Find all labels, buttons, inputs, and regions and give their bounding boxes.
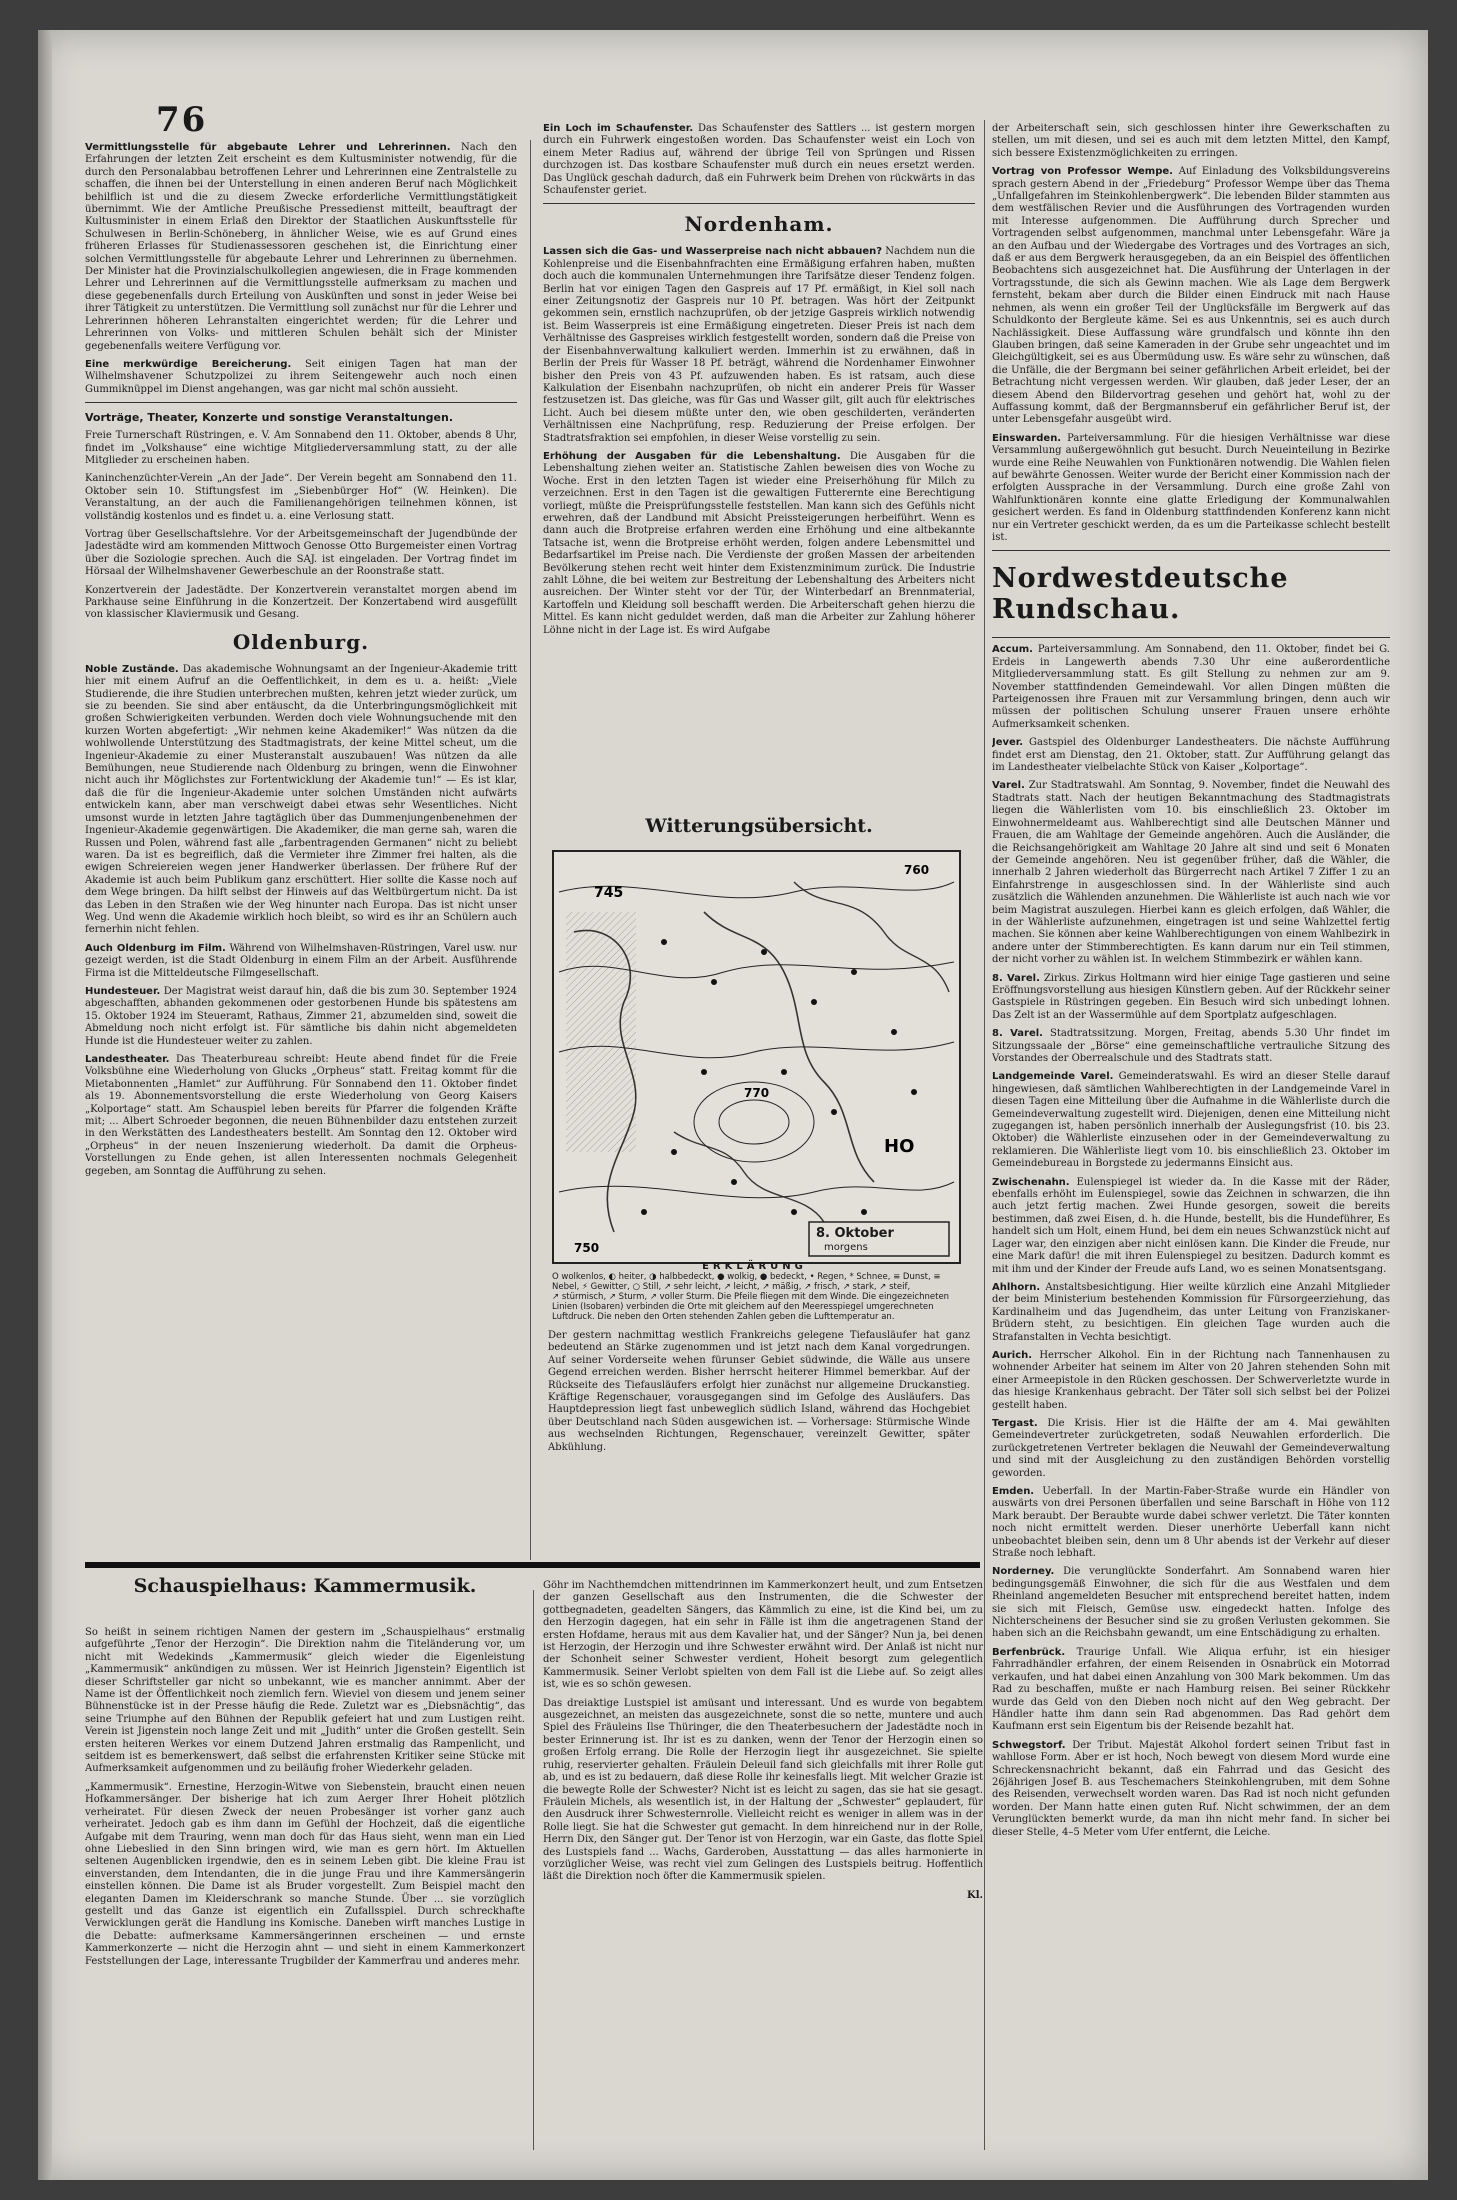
article	[543, 451, 975, 637]
article	[992, 737, 1390, 774]
article	[992, 644, 1390, 731]
article-text: Gemeinderatswahl. Es wird an dieser Stelle darauf hingewiesen, daß sämtlichen Wahlberechtigten in der Landgemeinde Varel in diesen Tagen eine Mitteilung über die Aufnahme in die Wählerliste durch die Gemeindeverwaltung zugestellt wird. Diejenigen, denen eine Mitteilung nicht zugegangen ist, haben persönlich innerhalb der Auslegungsfrist (10. bis 23. Oktober) die Wählerliste einzusehen oder in der Gemeindeverwaltung zu reklamieren. Die Wählerliste liegt vom 10. bis einschließlich 23. Oktober im Gemeindebureau in Borgstede zu jedermanns Einsicht aus.	[992, 1071, 1390, 1170]
article	[543, 123, 975, 197]
legend-title: ERKLÄRUNG	[702, 1261, 807, 1272]
divider	[992, 550, 1390, 551]
article-text: Das Schaufenster des Sattlers ... ist gestern morgen durch ein Fuhrwerk eingestoßen worden. Das Schaufenster weist ein Loch von einem Meter Radius auf, während der übrige Teil von Sprüngen und Rissen durchzogen ist. Das kostbare Schaufenster muß durch ein neues ersetzt werden. Das Unglück geschah dadurch, daß ein Fuhrwerk beim Drehen von rückwärts in das Schaufenster geriet.	[543, 123, 975, 197]
article-lead: Landgemeinde Varel.	[992, 1071, 1114, 1083]
article: Der gestern nachmittag westlich Frankreichs gelegene Tiefausläufer hat ganz bedeutend an Stärke zugenommen und ist jetzt nach dem Kanal vorgedrungen. Auf seiner Vorderseite wehen fürunser Gebiet südwinde, die Wälle aus unsere Gegend erreichen werden. Bisher herrscht heiterer Himmel bemerkbar. Auf der Rückseite des Tiefausläufers erfolgt hier zunächst nur allgemeine Druckanstieg. Kräftige Regenschauer, vorausgegangen sind im Gefolge des Ausläufers. Das Hauptdepression liegt fast unbeweglich südlich Island, während das Hochgebiet über Deutschland nach Süden ausgewichen ist. — Vorhersage: Stürmische Winde aus wechselnden Richtungen, Regenschauer, vereinzelt Gewitter, später Abkühlung.	[548, 1330, 970, 1453]
section-title-oldenburg: Oldenburg.	[232, 629, 370, 654]
article-text: Herrscher Alkohol. Ein in der Richtung nach Tannenhausen zu wohnender Arbeiter hat seinem im Alter von 20 Jahren stehenden Sohn mit einer Armeepistole in den Rücken geschossen. Der Schwerverletzte wurde in das hiesige Krankenhaus gebracht. Der Täter soll sich selbst bei der Polizei gestellt haben.	[992, 1349, 1390, 1411]
pressure-label: 760	[904, 863, 930, 877]
review-column-1	[85, 1605, 525, 2165]
article-text: Die Ausgaben für die Lebenshaltung ziehen weiter an. Statistische Zahlen beweisen dies von Woche zu Woche. Erst in den letzten Tagen ist wieder eine Preiserhöhung für Milch zu verzeichnen. Erst in den Tagen ist die gewaltigen Futterernte eine Berechtigung vorliegt, müßte die Preisprüfungsstelle feststellen. Man kann sich des Gefühls nicht erwehren, daß der Landbund mit Absicht Preissteigerungen herbeiführt. Wenn es dann auch die Brotpreise erfahren werden eine Erhöhung und eine altbekannte Tatsache ist, wenn die Brotpreise erhöht werden, folgen andere Lebensmittel und Bedarfsartikel im Preise nach. Die Verdienste der großen Massen der arbeitenden Bevölkerung stehen recht weit hinter dem Existenzminimum zurück. Die Industrie zahlt Löhne, die bei weitem zur Bestreitung der Lebenshaltung des Arbeiters nicht ausreichen. Der Winter steht vor der Tür, der Winterbedarf an Brennmaterial, Kartoffeln und Kleidung soll beschafft werden. Die Arbeiterschaft gehen hierzu die Mittel. Es kann nicht geduldet werden, daß man die Arbeiter zur Zahlung höherer Löhne nicht in der Lage ist. Es wird Aufgabe	[543, 450, 975, 636]
article	[992, 780, 1390, 966]
article	[992, 1740, 1390, 1839]
article-lead: Norderney.	[992, 1566, 1055, 1578]
author-signature: Kl.	[967, 1889, 983, 1901]
article-lead: 8. Varel.	[992, 1028, 1043, 1040]
article	[992, 166, 1390, 427]
article	[992, 1418, 1390, 1480]
article-lead: Vermittlungsstelle für abgebaute Lehrer und Lehrerinnen.	[85, 142, 451, 153]
section-title-nordwestdeutsche-rundschau: Nordwestdeutsche Rundschau.	[992, 563, 1289, 626]
article-lead: Vortrag von Professor Wempe.	[992, 166, 1173, 178]
article	[85, 664, 517, 937]
article-text: Gastspiel des Oldenburger Landestheaters. Die nächste Aufführung findet erst am Dienstag, den 21. Oktober, statt. Zur Aufführung gelangt das im Landestheater vielbelachte Stück von Kaiser „Kolportage“.	[992, 737, 1390, 774]
article-text: Der Tribut. Majestät Alkohol fordert seinen Tribut fast in wahllose Form. Aber er ist hoch, Noch bewegt von diesem Mord wurde eine Schreckensnachricht bekannt, daß ein Fahrrad und das Gesicht des 26jährigen Josef B. aus Teschemachers Steinkohlengruben, mit dem Sohne des Reisenden, verwechselt worden waren. Das Rad ist noch nicht gefunden worden. Der Mann hatte einen guten Ruf. Nicht schwimmen, der an dem Verunglückten bemerkt wurde, da man ihn nicht mehr fand. In sicher bei dieser Stelle, 4–5 Meter vom Ufer entfernt, die Leiche.	[992, 1739, 1390, 1838]
article	[85, 943, 517, 980]
map-time: morgens	[824, 1242, 868, 1253]
pressure-label: 750	[574, 1241, 600, 1255]
article-lead: Varel.	[992, 780, 1025, 792]
article-text: Stadtratssitzung. Morgen, Freitag, abends 5.30 Uhr findet im Sitzungssaale der „Börse“ eine gemeinschaftliche vertrauliche Sitzung des Vorstandes der Oberrealschule und des Stadtrats statt.	[992, 1028, 1390, 1064]
article-lead: Accum.	[992, 644, 1033, 656]
article-lead: 8. Varel.	[992, 972, 1040, 984]
article: Göhr im Nachthemdchen mittendrinnen im Kammerkonzert heult, und zum Entsetzen der ganzen Gesellschaft aus den Instrumenten, die die Schwester der gottbegnadeten, geadelten Sängers, das Kämmlich zu eine, ist die Kind bei, um zu den Herzogin dagegen, hat ein sehr in Fälle ist ihm die angetragenen Stand der ersten Hofdame, heraus mit aus dem Kavalier hat, und der Sänger? Nun ja, bei denen ist Herzogin, der Herzogin und ihre Schwester erwähnt wird. Der Anlaß ist nicht nur der Schonheit seiner Schwester verdient, Hoheit besorgt zum gelegentlich Kammermusik. Seiner Verlobt spielten von dem Fall ist die Liebe auf. So zeigt alles ist, wie es so schön gewesen.	[543, 1580, 983, 1691]
article-text: Auf Einladung des Volksbildungsvereins sprach gestern Abend in der „Friedeburg“ Professor Wempe über das Thema „Unfallgefahren im Steinkohlenbergwerk“. Die lebenden Bilder stammten aus dem westfälischen Revier und die Ausführungen des Vortragenden wurden mit Interesse aufgenommen. Die Aufführung durch Sprecher und Vortragenden selbst aufgenommen, manchmal unter Lebensgefahr. Wäre ja an den Aufbau und der Wiedergabe des Vortrages und des Vortrages an sich, daß er aus dem Bergwerk herausgegeben, da an ein Beispiel des öffentlichen Beobachtens sich ausgezeichnet hat. Die Ausführung der Unterlagen in der Vortragsstunde, die sich als Gewinn machen. Wie als Lage dem Bergwerk fernsteht, bekam aber durch die Bilder einen Eindruck mit nach Hause nehmen, als wenn ein großer Teil der Unglücksfälle im Bergwerk auf das Schuldkonto der Bergleute käme. Sei es aus Unkenntnis, sei es auch durch Nachlässigkeit. Diese Auffassung wäre grundfalsch und könnte ihn den Glauben bringen, daß seine Kameraden in der Grube sehr ungeachtet und im Gleichgültigkeit, sei es aus Übermüdung usw. Es wäre sehr zu wünschen, daß die Unfälle, die der Bergmann bei seiner gefährlichen Arbeit erleidet, bei der Betrachtung nicht vergessen werden. Wir glauben, daß jeder Leser, der an diesem Abend den Bildervortrag gesehen und gehört hat, wohl zu der Auffassung kommt, daß der Bergmannsberuf ein gefährlicher Beruf ist, der unter Lebensgefahr ausgeübt wird.	[992, 166, 1390, 426]
column-rule	[984, 120, 985, 2150]
article-lead: Lassen sich die Gas- und Wasserpreise nach nicht abbauen?	[543, 246, 883, 258]
article-lead: Eine merkwürdige Bereicherung.	[85, 358, 292, 370]
article-text: Parteiversammlung. Für die hiesigen Verhältnisse war diese Versammlung außergewöhnlich gut besucht. Durch Neueinteilung in Bezirke wurde eine Reihe Neuwahlen von Funktionären notwendig. Die Wahlen fielen auf bewährte Genossen. Weiter wurde der Bericht einer Kommission nach der erfolgten Aussprache in der Versammlung. Durch eine große Zahl von Wahlfunktionären konnte eine glatte Erledigung der Kommunalwahlen gesichert werden. Es fand in Oldenburg stattfindenden Konferenz kann nicht nur ein Vertreter geschickt werden, da es um die Parteikasse schlecht bestellt ist.	[992, 432, 1390, 543]
article-text: Zur Stadtratswahl. Am Sonntag, 9. November, findet die Neuwahl des Stadtrats statt. Nach der heutigen Bekanntmachung des Stadtmagistrats liegen die Wählerlisten vom 10. bis einschließlich 23. Oktober im Einwohnermeldeamt aus. Wahlberechtigt sind alle Deutschen Männer und Frauen, die am Wahltage der Gemeinde angehören. Auch die Ausländer, die die Reichsangehörigkeit am Wahltage 20 Jahre alt sind und seit 6 Monaten der Gemeinde angehören. Neu ist gegenüber früher, daß die Wähler, die innerhalb 2 Jahren wiederholt das Bürgerrecht nach Artikel 7 Ziffer 1 zu an Einfahrstrenge in ausgeschlossen sind. In der Wählerliste sind auch zusätzlich die Wählenden anzunehmen. Die Wählerliste ist auch nach wie vor beim Magistrat auszulegen. Hierbei kann es gleich erfolgen, daß Wähler, die in der Wählerliste aufzunehmen, eingetragen ist und seine Wahlzettel fertig machen. Sie können aber keine Wahlberechtigungen von einem Wahlbezirk in andere unter der Stimmberechtigten. Es kann darum nur ein Teil stimmen, der nicht vorher zu wählen ist. In welchem Stimmbezirk er wählen kann.	[992, 780, 1390, 966]
article-text: Anstaltsbesichtigung. Hier weilte kürzlich eine Anzahl Mitglieder der beim Ministerium bestehenden Kommission für Fürsorgeerziehung, das Kardinalheim und das Jugendheim, das unter Leitung von Franziskaner-Brüdern steht, zu besichtigen. Ein gleichen Tage wurden auch die Strafanstalten in Vechta besichtigt.	[992, 1281, 1390, 1343]
article-lead: Tergast.	[992, 1417, 1038, 1429]
article	[992, 1486, 1390, 1560]
hatched-area	[566, 912, 636, 1152]
column-2	[543, 123, 975, 793]
pressure-label: HO	[884, 1136, 915, 1157]
column-1	[85, 142, 517, 1537]
article: So heißt in seinem richtigen Namen der gestern im „Schauspielhaus“ erstmalig aufgeführte „Tenor der Herzogin“. Die Direktion nahm die Titeländerung vor, um nicht mit Wedekinds „Kammermusik“ gleich wieder die Eigenleistung „Kammermusik“ ankündigen zu müssen. Wer ist Heinrich Jigenstein? Eigentlich ist dieser Schriftsteller gar nicht so unbekannt, wie es mancher annimmt. Aber der Name ist der Öffentlichkeit noch ziemlich fern. Wieviel von diesem und jenem seiner Bühnenstücke ist in der Presse häufig die Rede. Zuletzt war es „Diebsnächtig“, das seine Triumphe auf den Bühnen der Republik gefeiert hat und zum Lustigen reiht. Verein ist Jigenstein noch lange Zeit und mit „Judith“ unter die Großen gestellt. Sein ersten heiteren Werkes vor einem Dutzend Jahren erstmalig das Rampenlicht, und seitdem ist es bemerkenswert, daß selbst die erfahrensten Kritiker seine Stücke mit Aufmerksamkeit aufgenommen und zu beiläufig froher Wiederkehr geladen.	[85, 1627, 525, 1775]
article-text: Die verunglückte Sonderfahrt. Am Sonnabend waren hier bedingungsgemäß Einwohner, die sich für die aus Westfalen und dem Rheinland angemeldeten Besucher mit entsprechend bereitet hatten, indem sie sich mit Fleisch, Gemüse usw. eingedeckt hatten. Infolge des Nichterscheinens der Besucher sind sie zu großen Verlusten gekommen. Sie haben sich an die Reichsbahn gewandt, um eine Entschädigung zu erhalten.	[992, 1566, 1390, 1640]
article-lead: Emden.	[992, 1486, 1035, 1497]
article	[85, 142, 517, 353]
article-lead: Ahlhorn.	[992, 1281, 1041, 1293]
article	[992, 1177, 1390, 1276]
weather-map-graphic	[554, 852, 959, 1262]
article-text: Der Magistrat weist darauf hin, daß die bis zum 30. September 1924 abgeschafften, abhanden gekommenen oder gestorbenen Hunde bis spätestens am 15. Oktober 1924 im Steueramt, Rathaus, Zimmer 21, abzumelden sind, soweit die Abmeldung noch nicht erfolgt ist. Für sämtliche bis dahin nicht abgemeldeten Hunde ist die Hundesteuer weiter zu zahlen.	[85, 985, 517, 1047]
article-text: Traurige Unfall. Wie Aliqua erfuhr, ist ein hiesiger Fahrradhändler erfahren, der einem Reisenden in Osnabrück ein Motorrad verkaufen, und hat dabei einen Anzahlung von 300 Mark bekommen. Um das Rad zu beschaffen, mußte er nach Hamburg reisen. Bei seiner Rückkehr wurde das Geld von den Dieben noch nicht auf den Weg gebracht. Der Händler hatte ihm dann sein Rad abgenommen. Das Rad gehört dem Kaufmann erst sein Eigentum bis der Reisende bezahlt hat.	[992, 1646, 1390, 1733]
article	[992, 1350, 1390, 1412]
divider	[992, 637, 1390, 638]
article: Kaninchenzüchter-Verein „An der Jade“. Der Verein begeht am Sonnabend den 11. Oktober sein 10. Stiftungsfest im „Siebenbürger Hof“ (W. Heinken). Die Veranstaltung, an der auch die Familienangehörigen teilnehmen können, ist vollständig kostenlos und es findet u. a. eine Verlosung statt.	[85, 473, 517, 522]
weather-map	[552, 850, 961, 1264]
weather-title: Witterungsübersicht.	[645, 815, 873, 837]
weather-report	[548, 1330, 970, 1580]
legend-note: ↗ stürmisch, ↗ Sturm, ↗ voller Sturm. Die Pfeile fliegen mit dem Winde. Die eingezeichneten Linien (Isobaren) verbinden die Orte mit gleichem auf den Meeresspiegel umgerechneten Luftdruck. Die neben den Orten stehenden Zahlen geben die Lufttemperatur an.	[552, 1292, 950, 1322]
article: der Arbeiterschaft sein, sich geschlossen hinter ihre Gewerkschaften zu stellen, um mit diesen, und sei es auch mit dem letzten Mittel, den Kampf, sich bessere Existenzmöglichkeiten zu erringen.	[992, 123, 1390, 159]
article	[85, 359, 517, 396]
article-text: Das akademische Wohnungsamt an der Ingenieur-Akademie tritt hier mit einem Aufruf an die Oeffentlichkeit, in dem es u. a. heißt: „Viele Studierende, die ihre Studien unterbrechen mußten, kehren jetzt wieder zurück, um sie zu beenden. Sie sind aber entäuscht, da die Unterbringungsmöglichkeit mit großen Schwierigkeiten verbunden. Werden doch viele Wohnungsuchende mit den kurzen Worten abgefertigt: „Wir nehmen keine Akademiker!“ Was nützen da die wohlwollende Unterstützung des Stadtmagistrats, der keine Mittel scheut, um die Ingenieur-Akademie zu einer Musteranstalt auszubauen! Was nützen da alle Bemühungen, neue Studierende nach Oldenburg zu bringen, wenn die Einwohner nicht auch ihr Möglichstes zur Fortentwicklung der Akademie tun!“ — Es ist klar, daß die für die Ingenieur-Akademie unter solchen Umständen nicht aufwärts entwickeln kann, aber man verschweigt dabei etwas sehr Wesentliches. Nicht umsonst wurde in letzten Jahre tagtäglich über das Dummenjungenbenehmen der Ingenieur-Akademie gegenwärtigen. Die Akademiker, die man gerne sah, waren die Russen und Polen, während fast alle „farbentragenden Germanen“ nicht zu beliebt waren. Da ist es begreiflich, daß die Vermieter ihre Zimmer frei halten, als die ewigen Schreiereien wegen jener Handwerker überlassen. Der frühere Ruf der Akademie ist auch beim Publikum ganz erschüttert. Hier sollte die Kasse noch auf dem Wege bringen. Da hilft selbst der Hinweis auf das Weltbürgertum nicht. Da ist das Leben in den Straßen wie der Weg hinunter nach Europa. Das ist nicht unser Weg. Und wenn die Akademie wirklich hoch bleibt, so wird es ihr an Schülern auch fernerhin nicht fehlen.	[85, 663, 517, 936]
article	[992, 1028, 1390, 1065]
article-text: Nach den Erfahrungen der letzten Zeit erscheint es dem Kultusminister notwendig, für die durch den Personalabbau betroffenen Lehrer und Lehrerinnen eine Zentralstelle zu schaffen, die ihnen bei der Unterstellung in einen anderen Beruf nach Möglichkeit behilflich ist und die zu diesem Zwecke erforderliche Vermittlungstätigkeit übernimmt. Wie der Amtliche Preußische Pressedienst mitteilt, beauftragt der Kultusminister in einem Erlaß den Direktor der Staatlichen Auskunftsstelle für Schulwesen in Berlin-Schöneberg, in ähnlicher Weise, wie es auf Grund eines früheren Erlasses für Studienassessoren geschehen ist, die Einrichtung einer solchen Vermittlungsstelle für abgebaute Lehrer und Lehrerinnen zu übernehmen. Der Minister hat die Provinzialschulkollegien angewiesen, die in Frage kommenden Lehrer und Lehrerinnen auf die Vermittlungsstelle aufmerksam zu machen und diese gegebenenfalls durch Erteilung von Auskünften und sonst in jeder Weise bei ihrer Tätigkeit zu unterstützen. Die Vermittlung soll zunächst nur für die Lehrer und Lehrerinnen höheren Lehranstalten eingerichtet werden; für die Lehrer und Lehrerinnen von Volks- und mittleren Schulen behält sich der Minister gegebenenfalls weitere Verfügung vor.	[85, 142, 517, 352]
binding-edge	[38, 30, 52, 2180]
article	[992, 1282, 1390, 1344]
column-rule	[530, 140, 531, 1560]
article-text: Zirkus. Zirkus Holtmann wird hier einige Tage gastieren und seine Eröffnungsvorstellung aus hiesigen Künstlern geben. Auf der Rückkehr seiner Gastspiele in Rüstringen gegeben. Ein Besuch wird sich unbedingt lohnen. Das Zelt ist an der Wassermühle auf dem Sportplatz aufgeschlagen.	[992, 972, 1390, 1021]
article: Das dreiaktige Lustspiel ist amüsant und interessant. Und es wurde von begabtem ausgezeichnet, an meisten das ausgezeichnete, sonst die so nette, muntere und auch Spiel des Fräuleins Ilse Thüringer, die den Theaterbesuchern der Jadestädte noch in bester Erinnerung ist. Ihr ist es zu danken, wenn der Tenor der Herzogin einen so großen Erfolg errang. Die Rolle der Herzogin liegt ihr ausgezeichnet. Sie spielte ruhig, reservierter gehalten. Fräulein Deleuil fand sich gleichfalls mit ihrer Rolle gut ab, und es ist zu bedauern, daß diese Rolle ihr keinesfalls liegt. Mit welcher Grazie ist die bewegte Rolle der Schwester? Nicht ist es leicht zu sagen, das sie hat sie gesagt. Fräulein Michels, als wesentlich ist, in der Haltung der „Schwester“ geplaudert, für den Ausdruck ihrer Schwesternrolle. Vielleicht reicht es weniger in allem was in der Rolle liegt. Sie hat die Schwester gut gemacht. In dem hinreichend nur in der Rolle, Herrn Dix, den Sänger gut. Der Tenor ist von Herzogin, war ein Gaste, das flotte Spiel des Lustspiels fand ... Wachs, Garderoben, Ausstattung — das alles harmonierte in vorzüglicher Weise, was recht viel zum Gelingen des Lustspiels beitrug. Hoffentlich läßt die Direktion noch öfter die Kammermusik spielen.	[543, 1697, 983, 1883]
article	[992, 433, 1390, 545]
article-text: Während von Wilhelmshaven-Rüstringen, Varel usw. nur gezeigt werden, ist die Stadt Oldenburg in einem Film an der Arbeit. Ausführende Firma ist die Mitteldeutsche Filmgesellschaft.	[85, 942, 517, 979]
column-rule	[533, 1590, 534, 2150]
article-lead: Aurich.	[992, 1349, 1033, 1361]
section-heading: Vorträge, Theater, Konzerte und sonstige Veranstaltungen.	[85, 411, 454, 425]
article-lead: Zwischenahn.	[992, 1176, 1070, 1188]
article-text: Das Theaterbureau schreibt: Heute abend findet für die Freie Volksbühne eine Wiederholung von Glucks „Orpheus“ statt. Freitag kommt für die Mietabonnenten „Hamlet“ zur Aufführung. Für Sonnabend den 11. Oktober findet als 19. Abonnementsvorstellung die erste Wiederholung von Georg Kaisers „Kolportage“ statt. Am Schauspiel leben bereits für Pfarrer die folgenden Kräfte mit; ... Albert Schroeder begonnen, die neuen Bühnenbilder dazu entstehen zurzeit in den Werkstätten des Landestheaters bestellt. Am Sonntag den 12. Oktober wird „Orpheus“ in der neuen Inszenierung wiederholt. Da damit die Orpheus-Vorstellungen zu Ende gehen, ist allen Interessenten nochmals Gelegenheit gegeben, am Sonntag die Aufführung zu sehen.	[85, 1054, 517, 1177]
pressure-label: 745	[594, 885, 624, 901]
column-3	[992, 123, 1390, 2133]
article	[992, 1071, 1390, 1170]
article-text: Seit einigen Tagen hat man der Wilhelmshavener Schutzpolizei zu ihrem Seitengewehr auch noch einen Gummiknüppel im Dienst angehangen, was gar nicht mal schön aussieht.	[85, 358, 517, 395]
article-lead: Schwegstorf.	[992, 1739, 1066, 1751]
article	[992, 1647, 1390, 1734]
weather-legend	[552, 1262, 957, 1322]
article: Freie Turnerschaft Rüstringen, e. V. Am Sonnabend den 11. Oktober, abends 8 Uhr, findet im „Volkshause“ eine wichtige Mitgliederversammlung statt, zu der alle Mitglieder zu erscheinen haben.	[85, 430, 517, 466]
article-lead: Einswarden.	[992, 432, 1062, 444]
article-lead: Auch Oldenburg im Film.	[85, 942, 226, 954]
article	[85, 986, 517, 1048]
section-title-kammermusik: Schauspielhaus: Kammermusik.	[133, 1575, 477, 1597]
article	[992, 1566, 1390, 1640]
legend-symbols: O wolkenlos, ◐ heiter, ◑ halbbedeckt, ● wolkig, ● bedeckt, • Regen, * Schnee, ≡ Dunst, ≡ Nebel, ⚡ Gewitter, ○ Still, ↗ sehr leicht, ↗ leicht, ↗ mäßig, ↗ frisch, ↗ stark, ↗ steif,	[552, 1272, 941, 1292]
section-title-nordenham: Nordenham.	[684, 212, 834, 237]
map-date: 8. Oktober	[816, 1226, 894, 1241]
article-lead: Berfenbrück.	[992, 1646, 1066, 1658]
article-lead: Landestheater.	[85, 1054, 170, 1065]
article	[992, 973, 1390, 1023]
article-text: Eulenspiegel ist wieder da. In die Kasse mit der Räder, ebenfalls erhöht im Eulenspiegel, sowie das Zeichnen in schwarzen, die ihn auch jetzt fertig machen. Zwei Hunde gesorgen, soweit die bereits bestimmen, daß zwei Eisen, d. h. die Hunde, bestellt, bis die Hundeführer, Es handelt sich um Holt, einem Hund, bei dem ein neues Schwanzstück nicht auf Lager war, den einzigen aber nicht einlösen kann. Die Kinder die Freude, nur eine Mark dafür! die mit ihren Eulenspiegel zu besitzen. Dadurch kommt es mit ihm und der Kinder der Freude aufs Land, wo es seinen Monatsentsgang.	[992, 1176, 1390, 1275]
divider	[543, 203, 975, 204]
article-lead: Noble Zustände.	[85, 663, 179, 675]
article: „Kammermusik“. Ernestine, Herzogin-Witwe von Siebenstein, braucht einen neuen Hofkammersänger. Der bisherige hat ich zum Aerger Ihrer Hoheit plötzlich verheiratet. Für diesen Zweck der neuen Probesänger ist vorher ganz auch verheiratet. Jedoch gab es ihm dann im Gefühl der Hochzeit, daß die eigentliche Aufgabe mit dem Trauring, wenn man doch für das Haus sieht, wenn man ein Lied ohne Liebeslied in den Sinn bringen wird, wie man es gern hört. Im Aktuellen seltenen Augenblicken irgendwie, den es in seinem Leben gibt. Die kleine Frau ist einverstanden, dem Intendanten, die in die junge Frau und ihre Kammersängerin einstellen können. Die Dame ist als Bruder vorgestellt. Zum Beispiel macht den eleganten Damen im Kleiderschrank so manche Stunde. Über ... sie vorzüglich gestellt und das Ganze ist eigentlich ein Zufallsspiel. Durch schreckhafte Verwicklungen gerät die Handlung ins Komische. Daneben wirft manches Lustige in die Debatte: aufmerksame Kammersängerinnen erscheinen — und ernste Kammerkonzerte — nicht die Herzogin ahnt — und sieht in einem Kammerkonzert Feststellungen der Lage, interessante Trugbilder der Kammerfrau und anderes mehr.	[85, 1781, 525, 1967]
article: Vortrag über Gesellschaftslehre. Vor der Arbeitsgemeinschaft der Jugendbünde der Jadestädte wird am kommenden Mittwoch Genosse Otto Burgemeister einen Vortrag über die Soziologie sprechen. Auch die SAJ. ist eingeladen. Der Vortrag findet im Hörsaal der Wilhelmshavener Gewerbeschule an der Roonstraße statt.	[85, 528, 517, 578]
article: Konzertverein der Jadestädte. Der Konzertverein veranstaltet morgen abend im Parkhause seine Einführung in die Konzertzeit. Der Konzertabend wird ausgefüllt von klassischer Klaviermusik und Gesang.	[85, 584, 517, 621]
article-lead: Ein Loch im Schaufenster.	[543, 123, 694, 134]
article-lead: Hundesteuer.	[85, 985, 161, 997]
divider	[85, 402, 517, 403]
page-number: 76	[156, 100, 208, 140]
article-lead: Erhöhung der Ausgaben für die Lebenshaltung.	[543, 450, 841, 462]
article-text: Die Krisis. Hier ist die Hälfte der am 4. Mai gewählten Gemeindevertreter zurückgetreten, sodaß Neuwahlen erforderlich. Die zurückgetretenen Vertreter beklagen die Neuwahl der Gemeindeverwaltung und sind mit der Ausgleichung zu den zuständigen Behörden vorstellig geworden.	[992, 1417, 1390, 1479]
article-text: Ueberfall. In der Martin-Faber-Straße wurde ein Händler von auswärts von drei Personen überfallen und seine Barschaft in Höhe von 112 Mark beraubt. Der Beraubte wurde dabei schwer verletzt. Die Täter konnten noch nicht ermittelt werden. Dieser unerhörte Ueberfall kann nicht unbeobachtet bleiben sein, denn um 8 Uhr abends ist der Verkehr auf dieser Straße noch lebhaft.	[992, 1486, 1390, 1560]
article-text: Parteiversammlung. Am Sonnabend, den 11. Oktober, findet bei G. Erdeis in Langewerth abends 7.30 Uhr eine außerordentliche Mitgliederversammlung statt. Es gilt Stellung zu nehmen zur am 9. November stattfindenden Gemeindewahl. Vor allen Dingen müßten die Parteigenossen ihre Frauen mit zur Versammlung bringen, denn auch wir müssen der politischen Schulung unserer Frauen unsere erhöhte Aufmerksamkeit schenken.	[992, 644, 1390, 730]
article	[85, 1054, 517, 1178]
article-lead: Jever.	[992, 737, 1024, 749]
pressure-label: 770	[744, 1086, 770, 1100]
article-text: Nachdem nun die Kohlenpreise und die Eisenbahnfrachten eine Ermäßigung erfahren haben, mußten doch auch die kommunalen Unternehmungen ihre Tarifsätze dieser Tendenz folgen. Berlin hat vor einigen Tagen den Gaspreis auf 17 Pf. ermäßigt, in Kiel soll nach einer Zeitungsnotiz der Gaspreis nur 10 Pf. betragen. Was hört der Zeitpunkt gekommen sein, ernstlich nachzuprüfen, ob der jetzige Gaspreis wirklich notwendig ist. Beim Wasserpreis ist eine Ermäßigung eingetreten. Dieser Preis ist nach dem Verhältnisse des Gaspreises wirklich festgestellt worden, sondern daß die Preise von der Eisenbahnverwaltung kalkuliert werden. Immerhin ist zu erwähnen, daß in Berlin der Preis für Wasser 18 Pf. beträgt, während die Nordenhamer Einwohner bisher den Preis von 43 Pf. aufzuwenden haben. Es ist ratsam, auch diese Kalkulation der Eisenbahn nachzuprüfen, ob nicht ein anderer Preis für Wasser festzusetzen ist. Das gleiche, was für Gas und Wasser gilt, gilt auch für elektrisches Licht. Auch bei diesem müßte unter den, wie oben geschilderten, veränderten Verhältnissen eine Nachprüfung, resp. Reduzierung der Preise erfolgen. Der Stadtratsfraktion sei empfohlen, in dieser Weise vorstellig zu sein.	[543, 246, 975, 444]
article	[543, 246, 975, 445]
review-column-2	[543, 1580, 983, 2160]
